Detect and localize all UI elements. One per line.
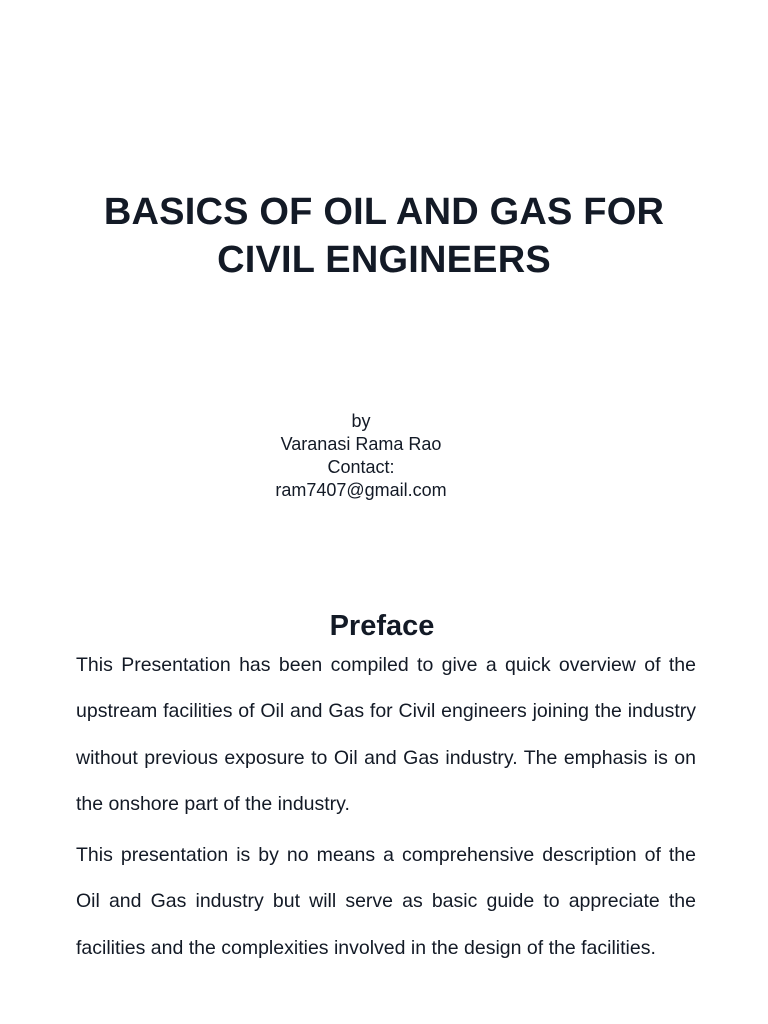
by-label: by (351, 411, 371, 431)
title-line-1: BASICS OF OIL AND GAS FOR (103, 191, 665, 233)
author-block (0, 410, 722, 502)
preface-paragraph-1: This Presentation has been compiled to give a quick overview of the upstream facilities of Oil and Gas for Civil engineers joining the industry without previous exposure to Oil and Gas industry. The emphasis is on the onshore part of the industry. (76, 654, 696, 815)
preface-paragraph-2: This presentation is by no means a comprehensive description of the Oil and Gas industry but will serve as basic guide to appreciate the facilities and the complexities involved in the design of the facilities. (76, 844, 696, 959)
contact-label: Contact: (327, 457, 395, 477)
title-line-2: CIVIL ENGINEERS (217, 239, 551, 281)
document-title (40, 188, 728, 284)
preface-heading: Preface (329, 610, 435, 642)
author-name: Varanasi Rama Rao (280, 434, 442, 454)
author-email: ram7407@gmail.com (275, 480, 447, 500)
